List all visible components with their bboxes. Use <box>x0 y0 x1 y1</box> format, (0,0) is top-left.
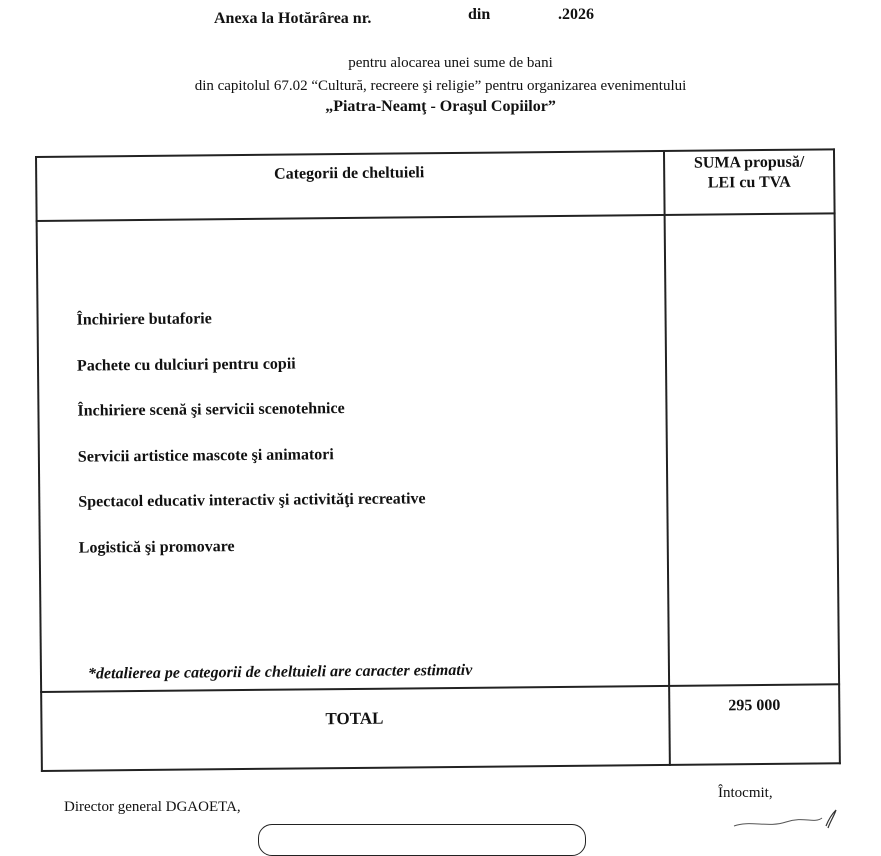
total-value: 295 000 <box>728 696 781 715</box>
director-signature-label: Director general DGAOETA, <box>64 799 241 815</box>
annex-title: Anexa la Hotărârea nr. <box>214 10 372 27</box>
total-label: TOTAL <box>325 708 384 729</box>
column-header-amount-line1: SUMA propusă/ <box>693 153 805 172</box>
table-column-divider <box>663 150 670 766</box>
column-header-amount-line2: LEI cu TVA <box>707 173 791 192</box>
annex-din-label: din <box>468 6 491 23</box>
expense-item: Logistică şi promovare <box>78 537 235 557</box>
prepared-by-label: Întocmit, <box>718 785 773 801</box>
event-name: „Piatra-Neamţ - Oraşul Copiilor” <box>325 98 556 115</box>
expense-item: Închiriere butaforie <box>76 310 212 329</box>
expense-item: Servicii artistice mascote şi animatori <box>77 445 334 466</box>
expense-item: Închiriere scenă şi servicii scenotehnice <box>77 400 345 420</box>
table-right-border <box>833 148 840 764</box>
expense-item: Pachete cu dulciuri pentru copii <box>76 355 296 375</box>
expense-item: Spectacol educativ interactiv şi activităţi recreative <box>78 490 426 511</box>
subtitle-line-1: pentru alocarea unei sume de bani <box>348 55 553 71</box>
estimate-note: *detalierea pe categorii de cheltuieli are caracter estimativ <box>87 661 473 683</box>
subtitle-line-2: din capitolul 67.02 “Cultură, recreere şi religie” pentru organizarea evenimentului <box>194 78 687 94</box>
annex-year: .2026 <box>558 6 594 23</box>
table-header-separator <box>36 212 836 221</box>
table-left-border <box>35 156 42 772</box>
column-header-category: Categorii de cheltuieli <box>274 164 425 183</box>
column-header-amount <box>663 152 835 194</box>
expense-list <box>76 306 639 584</box>
expense-table <box>35 148 841 772</box>
annex-heading <box>214 6 634 30</box>
table-total-separator <box>40 683 840 692</box>
table-bottom-border <box>41 762 841 771</box>
stamp-box <box>258 824 586 856</box>
handwritten-signature <box>730 808 840 830</box>
